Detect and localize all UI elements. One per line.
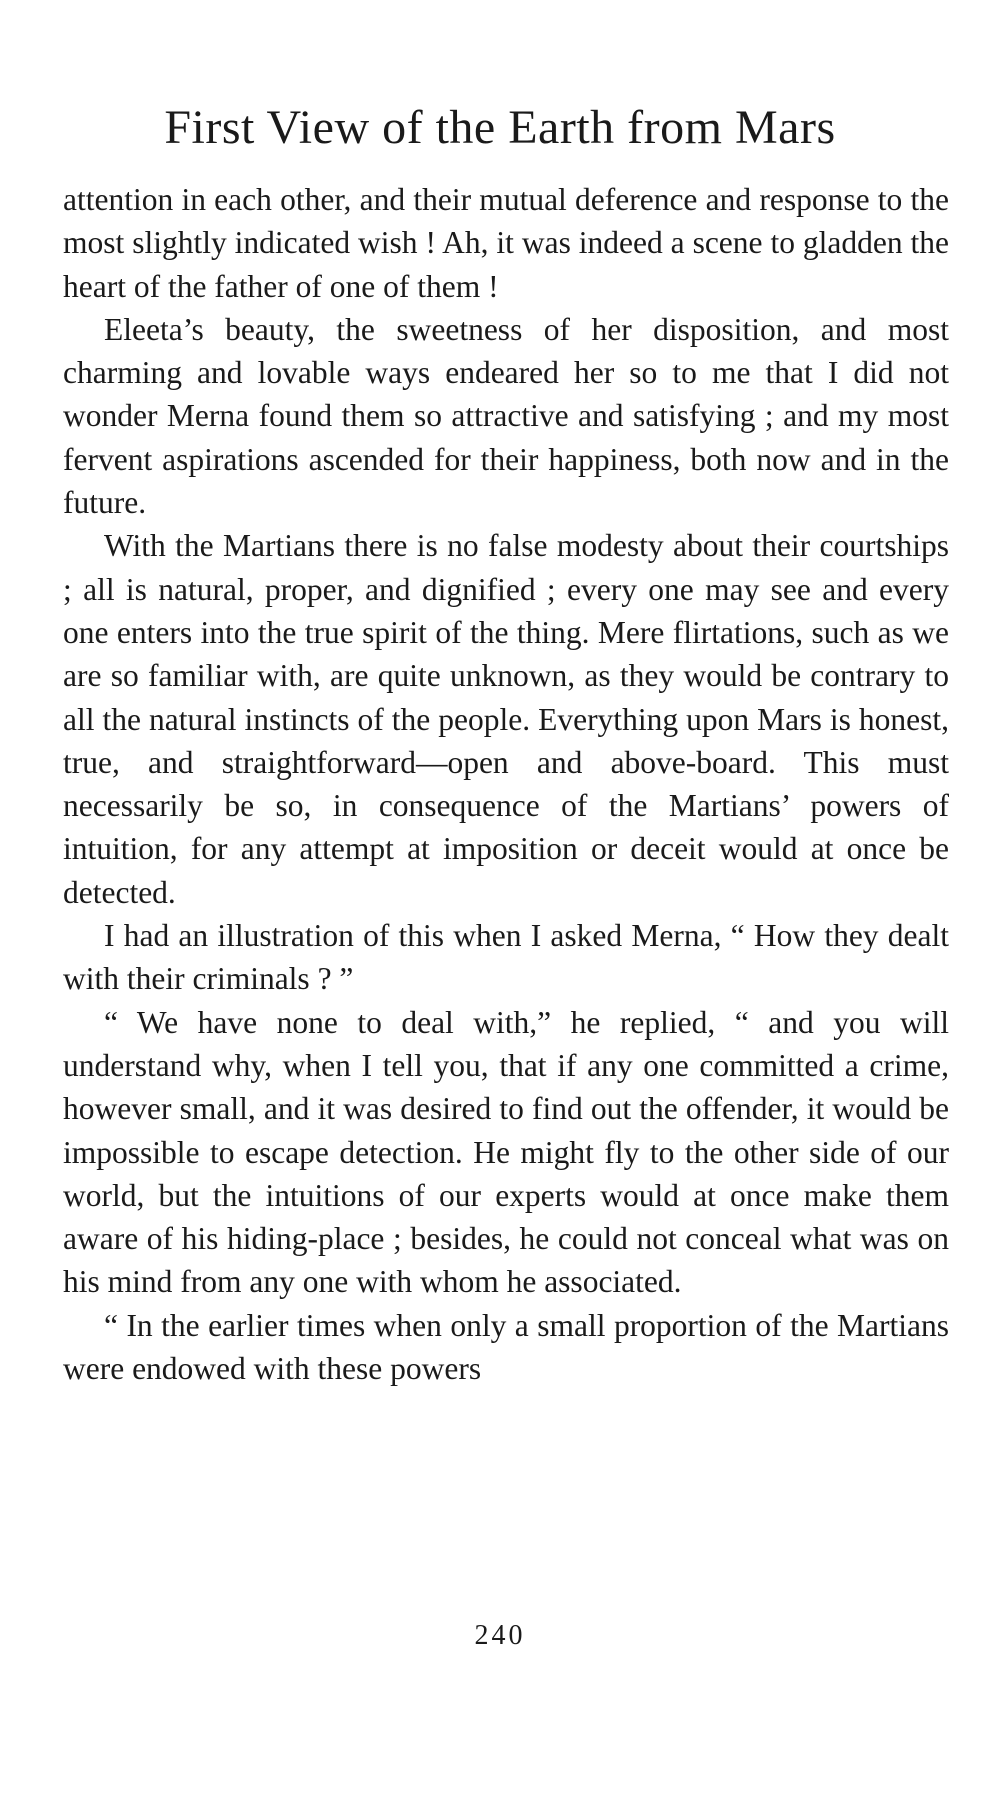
paragraph-continued: attention in each other, and their mutual deference and response to the most slightly indicated wish ! Ah, it was indeed a scene to gladden the heart of the father of one of them ! <box>63 182 949 304</box>
paragraph: “ In the earlier times when only a small proportion of the Martians were endowed with these powers <box>63 1307 949 1387</box>
page-number: 240 <box>474 1620 526 1651</box>
paragraph: I had an illustration of this when I asked Merna, “ How they dealt with their criminals ? ” <box>63 918 949 997</box>
paragraph: Eleeta’s beauty, the sweetness of her disposition, and most charming and lovable ways endeared her so to me that I did not wonder Merna found them so attractive and satisfying ; and my most fervent aspirations ascended for their happiness, both now and in the future. <box>63 311 949 521</box>
running-head: First View of the Earth from Mars <box>164 101 836 154</box>
body-text <box>63 178 949 1390</box>
paragraph: With the Martians there is no false modesty about their courtships ; all is natural, proper, and dignified ; every one may see and every one enters into the true spirit of the thing. Mere flirtations, such as we are so familiar with, are quite unknown, as they would be contrary to all the natural instincts of the people. Everything upon Mars is honest, true, and straightforward—open and above-board. This must necessarily be so, in consequence of the Martians’ powers of intuition, for any attempt at imposition or deceit would at once be detected. <box>63 528 949 910</box>
paragraph: “ We have none to deal with,” he replied, “ and you will understand why, when I tell you, that if any one committed a crime, however small, and it was desired to find out the offender, it would be impossible to escape detection. He might fly to the other side of our world, but the intuitions of our experts would at once make them aware of his hiding-place ; besides, he could not conceal what was on his mind from any one with whom he associated. <box>63 1004 949 1300</box>
